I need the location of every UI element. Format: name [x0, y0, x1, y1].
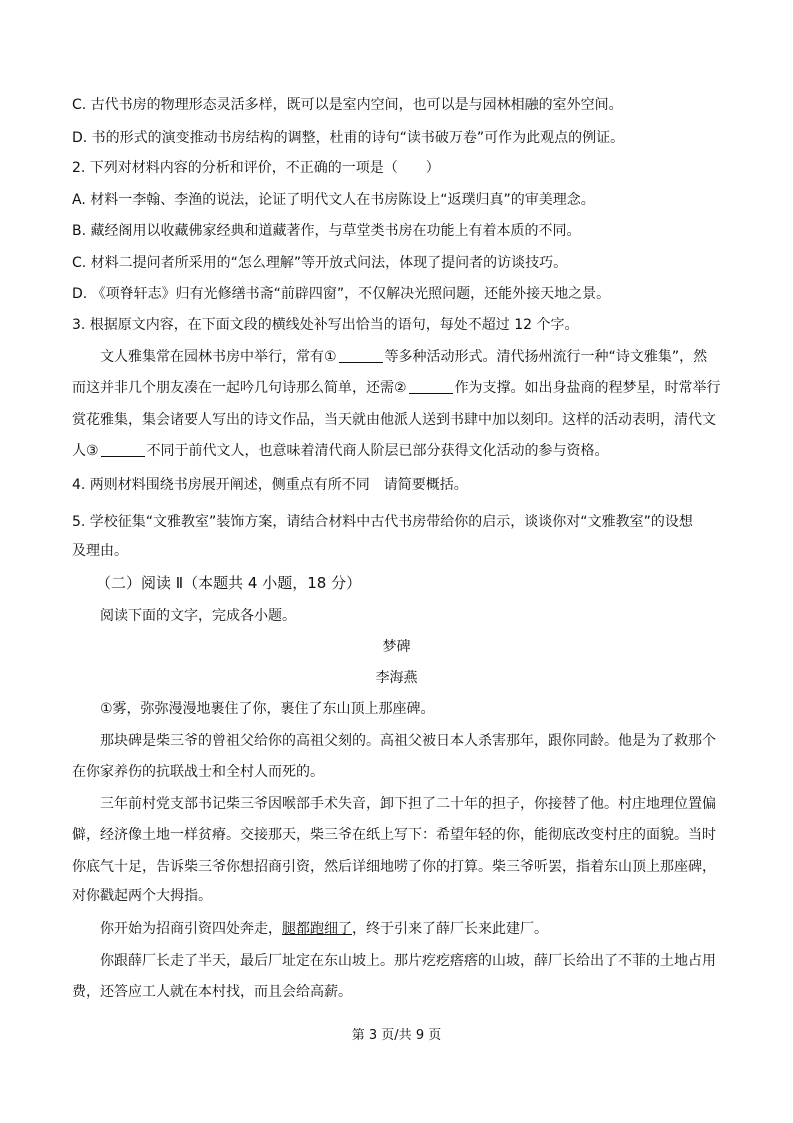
story-paragraph-3-line-3: 你底气十足，告诉柴三爷你想招商引资，然后详细地唠了你的打算。柴三爷听罢，指着东山顶上那座碑， [72, 859, 716, 875]
q1-option-c: C. 古代书房的物理形态灵活多样，既可以是室内空间，也可以是与园林相融的室外空间。 [72, 97, 623, 113]
story-paragraph-5-line-1: 你跟薛厂长走了半天，最后厂址定在东山坡上。那片疙疙瘩瘩的山坡，薛厂长给出了不菲的土地占用 [100, 953, 716, 969]
story-paragraph-2-line-2: 在你家养伤的抗联战士和全村人而死的。 [72, 764, 324, 780]
fill-blank-2[interactable] [409, 379, 453, 394]
q3-text: 等多种活动形式。清代扬州流行一种“诗文雅集”，然 [384, 349, 708, 365]
fill-blank-3[interactable] [101, 442, 145, 457]
story-paragraph-3-line-4: 对你戳起两个大拇指。 [72, 888, 212, 904]
q1-option-d: D. 书的形式的演变推动书房结构的调整，杜甫的诗句“读书破万卷”可作为此观点的例证。 [72, 130, 625, 146]
page-number: 第 3 页/共 9 页 [351, 1028, 442, 1043]
q2-option-c: C. 材料二提问者所采用的“怎么理解”等开放式问法，体现了提问者的访谈技巧。 [72, 255, 568, 271]
q2-option-d: D. 《项脊轩志》归有光修缮书斋“前辟四窗”，不仅解决光照问题，还能外接天地之景。 [72, 286, 611, 302]
story-title: 梦碑 [382, 639, 411, 655]
story-text: 你开始为招商引资四处奔走， [100, 921, 282, 937]
q3-stem: 3. 根据原文内容，在下面文段的横线处补写出恰当的语句，每处不超过 12 个字。 [72, 317, 579, 333]
q3-text: 人③ [72, 443, 99, 459]
section-instruction: 阅读下面的文字，完成各小题。 [100, 608, 296, 624]
story-paragraph-2-line-1: 那块碑是柴三爷的曾祖父给你的高祖父刻的。高祖父被日本人杀害那年，跟你同龄。他是为了救那个 [100, 733, 716, 749]
q5-stem-line-1: 5. 学校征集“文雅教室”装饰方案，请结合材料中古代书房带给你的启示，谈谈你对“文雅教室”的设想 [72, 514, 693, 530]
q3-passage-line-2 [72, 378, 721, 398]
q3-passage-line-3: 赏花雅集，集会诸要人写出的诗文作品，当天就由他派人送到书肆中加以刻印。这样的活动表明，清代文 [72, 412, 716, 428]
story-paragraph-3-line-2: 僻，经济像土地一样贫瘠。交接那天，柴三爷在纸上写下：希望年轻的你，能彻底改变村庄的面貌。当时 [72, 827, 716, 843]
q3-text: 作为支撑。如出身盐商的程梦星，时常举行 [454, 380, 721, 396]
q5-stem-line-2: 及理由。 [72, 543, 128, 559]
q3-text: 不同于前代文人，也意味着清代商人阶层已部分获得文化活动的参与资格。 [146, 443, 609, 459]
story-paragraph-5-line-2: 费，还答应工人就在本村找，而且会给高薪。 [72, 984, 352, 1000]
q4-stem: 4. 两则材料围绕书房展开阐述，侧重点有所不同 请简要概括。 [72, 477, 468, 493]
story-author: 李海燕 [375, 670, 418, 686]
story-paragraph-1: ①雾，弥弥漫漫地裹住了你，裹住了东山顶上那座碑。 [100, 701, 435, 717]
story-paragraph-3-line-1: 三年前村党支部书记柴三爷因喉部手术失音，卸下担了二十年的担子，你接替了他。村庄地理位置偏 [100, 796, 716, 812]
story-text: ，终于引来了薛厂长来此建厂。 [352, 921, 548, 937]
q2-option-b: B. 藏经阁用以收藏佛家经典和道藏著作，与草堂类书房在功能上有着本质的不同。 [72, 223, 581, 239]
q3-passage-line-1 [100, 347, 707, 367]
section-heading: （二）阅读 Ⅱ（本题共 4 小题，18 分） [96, 574, 362, 592]
q3-text: 文人雅集常在园林书房中举行，常有① [100, 349, 337, 365]
underlined-phrase: 腿都跑细了 [282, 921, 352, 937]
q3-text: 而这并非几个朋友凑在一起吟几句诗那么简单，还需② [72, 380, 407, 396]
q2-option-a: A. 材料一李翰、李渔的说法，论证了明代文人在书房陈设上“返璞归真”的审美理念。 [72, 192, 595, 208]
fill-blank-1[interactable] [339, 348, 383, 363]
story-paragraph-4 [100, 919, 548, 939]
q3-passage-line-4 [72, 441, 609, 461]
q2-stem: 2. 下列对材料内容的分析和评价，不正确的一项是（ ） [72, 160, 440, 176]
